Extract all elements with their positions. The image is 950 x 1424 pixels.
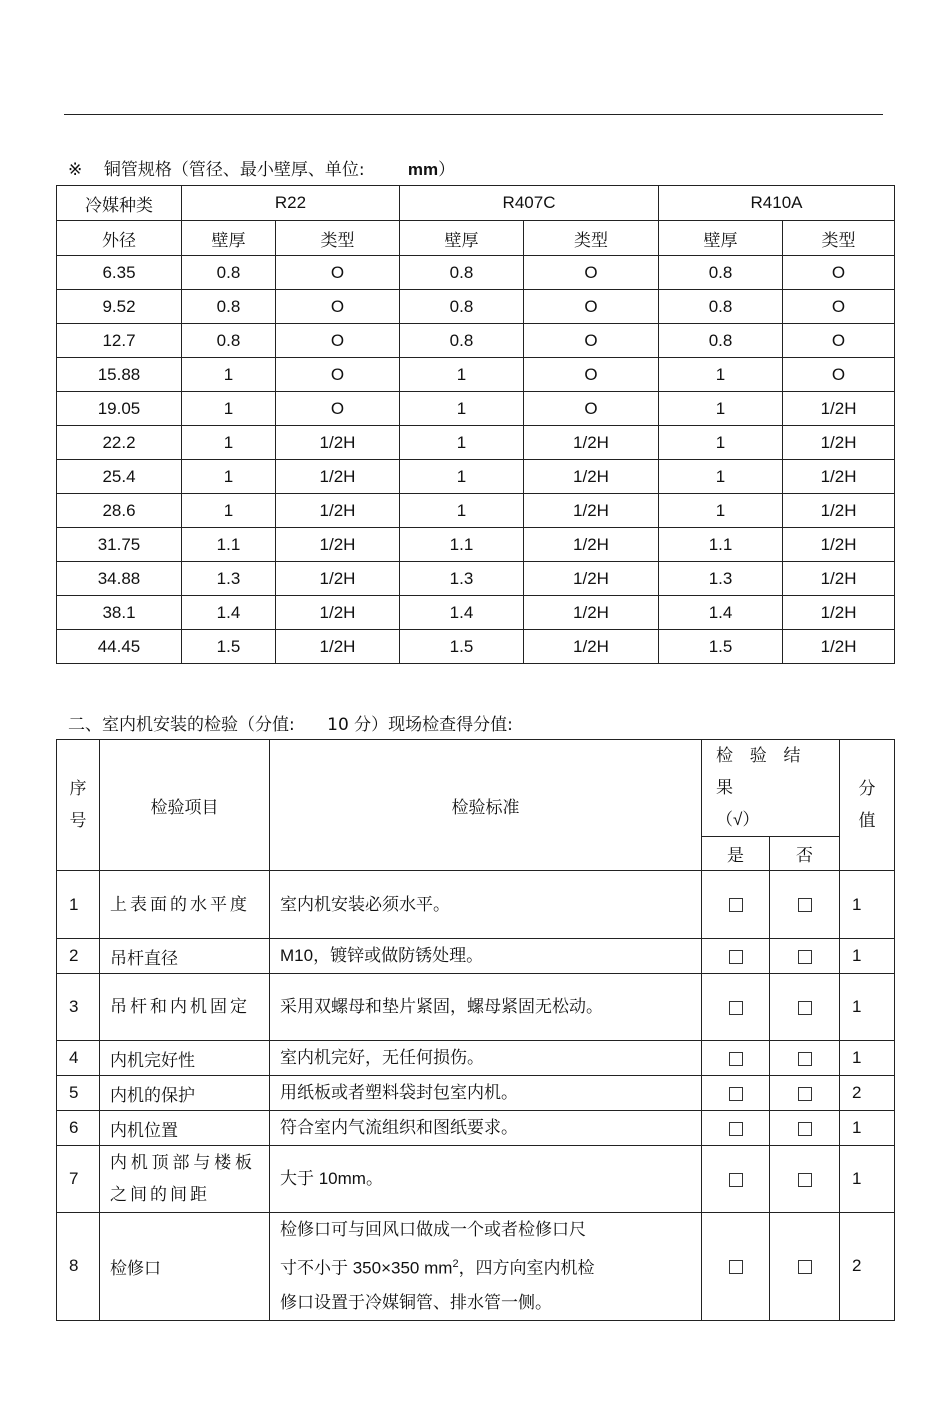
spec-row [57,562,895,596]
spec-row [57,426,895,460]
r410a-type-cell: 1/2H [783,528,895,562]
row-number: 3 [57,974,100,1041]
result-no-cell [770,1041,840,1076]
inspection-item: 检修口 [100,1213,270,1321]
r22-wall-cell: 1 [182,494,276,528]
r407c-wall-cell: 0.8 [400,256,524,290]
spec-row [57,392,895,426]
r22-type-cell: O [276,358,400,392]
inspection-table [56,739,895,1321]
r22-type-cell: 1/2H [276,596,400,630]
result-no-cell [770,939,840,974]
result-yes-cell [702,1076,770,1111]
standard-line-2-text: 寸不小于 350×350 mm [280,1258,453,1278]
r407c-type-cell: 1/2H [524,596,659,630]
yes-header: 是 [702,837,770,871]
standard-line-1: 检修口可与回风口做成一个或者检修口尺 [280,1220,586,1239]
group-header-r22: R22 [182,186,400,221]
r22-type-cell: 1/2H [276,630,400,664]
r22-type-cell: O [276,256,400,290]
r407c-wall-cell: 1 [400,460,524,494]
wall-header: 壁厚 [659,221,783,256]
copper-pipe-spec-table [56,185,895,664]
r410a-wall-cell: 0.8 [659,256,783,290]
inspection-standard: 室内机完好，无任何损伤。 [270,1041,702,1076]
r407c-type-cell: O [524,392,659,426]
r407c-wall-cell: 1 [400,358,524,392]
seq-header-a: 序 [69,779,87,798]
result-yes-checkbox[interactable] [729,898,743,912]
outer-diameter-header: 外径 [57,221,182,256]
score-value: 2 [840,1213,895,1321]
r410a-wall-cell: 0.8 [659,290,783,324]
r22-wall-cell: 1 [182,460,276,494]
outer-diameter-cell: 12.7 [57,324,182,358]
r410a-wall-cell: 0.8 [659,324,783,358]
r410a-type-cell: 1/2H [783,630,895,664]
inspection-row [57,1213,895,1321]
spec-header-row-2 [57,221,895,256]
spec-row [57,494,895,528]
result-yes-cell [702,871,770,939]
spec-row [57,630,895,664]
outer-diameter-cell: 15.88 [57,358,182,392]
score-value: 1 [840,1111,895,1146]
r407c-type-cell: 1/2H [524,630,659,664]
spec-row [57,596,895,630]
result-no-checkbox[interactable] [798,1001,812,1015]
superscript-exponent: 2 [452,1258,459,1270]
r22-wall-cell: 1.1 [182,528,276,562]
row-number: 1 [57,871,100,939]
spec-row [57,290,895,324]
r22-wall-cell: 1 [182,392,276,426]
no-header: 否 [770,837,840,871]
result-no-cell [770,1213,840,1321]
spec-heading-unit: mm [407,160,439,179]
inspection-item: 吊杆和内机固定 [100,974,270,1041]
r22-wall-cell: 1 [182,426,276,460]
refrigerant-type-header: 冷媒种类 [57,186,182,221]
r407c-wall-cell: 1.3 [400,562,524,596]
result-no-checkbox[interactable] [798,898,812,912]
spec-row [57,324,895,358]
result-yes-checkbox[interactable] [729,1052,743,1066]
r410a-wall-cell: 1 [659,460,783,494]
r410a-wall-cell: 1.1 [659,528,783,562]
result-no-cell [770,871,840,939]
r407c-type-cell: O [524,290,659,324]
r410a-wall-cell: 1.4 [659,596,783,630]
r410a-type-cell: 1/2H [783,494,895,528]
inspection-item: 吊杆直径 [100,939,270,974]
result-no-cell [770,1146,840,1213]
wall-header: 壁厚 [182,221,276,256]
outer-diameter-cell: 22.2 [57,426,182,460]
inspection-standard: 符合室内气流组织和图纸要求。 [270,1111,702,1146]
r410a-wall-cell: 1 [659,494,783,528]
r410a-type-cell: 1/2H [783,392,895,426]
r407c-wall-cell: 1 [400,494,524,528]
standard-line-2-tail: ，四方向室内机检 [458,1258,595,1278]
score-value: 1 [840,939,895,974]
r22-type-cell: O [276,392,400,426]
result-no-cell [770,974,840,1041]
inspection-standard: 采用双螺母和垫片紧固，螺母紧固无松动。 [270,974,702,1041]
spec-row [57,358,895,392]
r410a-type-cell: O [783,290,895,324]
inspection-row [57,1111,895,1146]
wall-header: 壁厚 [400,221,524,256]
result-yes-cell [702,1111,770,1146]
inspection-body [57,871,895,1321]
result-no-checkbox[interactable] [798,1260,812,1274]
spec-heading-suffix: ） [438,160,456,180]
outer-diameter-cell: 28.6 [57,494,182,528]
r407c-wall-cell: 1.5 [400,630,524,664]
inspection-row [57,1041,895,1076]
r22-wall-cell: 0.8 [182,256,276,290]
r22-type-cell: O [276,290,400,324]
standard-header: 检验标准 [270,740,702,871]
r407c-type-cell: 1/2H [524,494,659,528]
seq-header [57,740,100,871]
result-header-b: （√） [716,810,760,829]
r407c-type-cell: O [524,358,659,392]
inspection-heading: 二、室内机安装的检验（分值: 10 分）现场检查得分值: [68,715,513,735]
spec-heading-text: ※ 铜管规格（管径、最小壁厚、单位: [68,160,408,180]
outer-diameter-cell: 25.4 [57,460,182,494]
inspection-item: 内机的保护 [100,1076,270,1111]
result-yes-checkbox[interactable] [729,1122,743,1136]
score-value: 1 [840,1146,895,1213]
r22-type-cell: 1/2H [276,460,400,494]
row-number: 4 [57,1041,100,1076]
header-rule [64,114,883,115]
outer-diameter-cell: 31.75 [57,528,182,562]
group-header-r410a: R410A [659,186,895,221]
score-value: 1 [840,974,895,1041]
standard-line-3: 修口设置于冷媒铜管、排水管一侧。 [280,1292,552,1312]
r410a-type-cell: O [783,324,895,358]
result-yes-cell [702,1146,770,1213]
inspection-standard: 室内机安装必须水平。 [270,871,702,939]
outer-diameter-cell: 19.05 [57,392,182,426]
inspection-row [57,1146,895,1213]
r410a-wall-cell: 1 [659,426,783,460]
result-yes-checkbox[interactable] [729,1260,743,1274]
score-value: 2 [840,1076,895,1111]
inspection-row [57,1076,895,1111]
r407c-wall-cell: 1.4 [400,596,524,630]
r410a-type-cell: 1/2H [783,426,895,460]
inspection-item: 上表面的水平度 [100,871,270,939]
spec-header-row-1 [57,186,895,221]
inspection-standard: 用纸板或者塑料袋封包室内机。 [270,1076,702,1111]
inspection-standard: M10，镀锌或做防锈处理。 [270,939,702,974]
outer-diameter-cell: 44.45 [57,630,182,664]
outer-diameter-cell: 38.1 [57,596,182,630]
group-header-r407c: R407C [400,186,659,221]
outer-diameter-cell: 6.35 [57,256,182,290]
inspection-item: 内机完好性 [100,1041,270,1076]
inspection-header-row [57,740,895,837]
result-no-cell [770,1076,840,1111]
result-yes-cell [702,1041,770,1076]
result-no-checkbox[interactable] [798,1173,812,1187]
inspection-row [57,871,895,939]
result-header [702,740,840,837]
result-no-checkbox[interactable] [798,1122,812,1136]
result-yes-checkbox[interactable] [729,950,743,964]
score-value: 1 [840,871,895,939]
row-number: 7 [57,1146,100,1213]
r407c-type-cell: 1/2H [524,562,659,596]
r22-wall-cell: 0.8 [182,324,276,358]
result-no-cell [770,1111,840,1146]
type-header: 类型 [783,221,895,256]
r407c-type-cell: O [524,324,659,358]
inspection-standard [270,1213,702,1321]
outer-diameter-cell: 9.52 [57,290,182,324]
r22-wall-cell: 1.5 [182,630,276,664]
r407c-wall-cell: 0.8 [400,290,524,324]
r410a-wall-cell: 1 [659,392,783,426]
type-header: 类型 [276,221,400,256]
r410a-type-cell: 1/2H [783,596,895,630]
type-header: 类型 [524,221,659,256]
r22-type-cell: 1/2H [276,528,400,562]
item-header: 检验项目 [100,740,270,871]
result-header-a: 检 验 结 果 [716,746,807,797]
r22-wall-cell: 1.3 [182,562,276,596]
r410a-type-cell: O [783,256,895,290]
result-yes-cell [702,974,770,1041]
score-header-a: 分 [858,779,876,798]
spec-row [57,528,895,562]
inspection-item: 内机位置 [100,1111,270,1146]
result-no-checkbox[interactable] [798,950,812,964]
row-number: 6 [57,1111,100,1146]
r410a-type-cell: O [783,358,895,392]
r22-type-cell: 1/2H [276,426,400,460]
spec-body [57,256,895,664]
r410a-wall-cell: 1.3 [659,562,783,596]
result-no-checkbox[interactable] [798,1087,812,1101]
r22-type-cell: 1/2H [276,494,400,528]
spec-row [57,460,895,494]
r410a-wall-cell: 1 [659,358,783,392]
r407c-wall-cell: 1.1 [400,528,524,562]
r407c-wall-cell: 0.8 [400,324,524,358]
r407c-wall-cell: 1 [400,392,524,426]
score-header [840,740,895,871]
score-header-b: 值 [858,811,876,830]
result-yes-cell [702,1213,770,1321]
spec-row [57,256,895,290]
row-number: 8 [57,1213,100,1321]
seq-header-b: 号 [69,811,87,830]
row-number: 5 [57,1076,100,1111]
r410a-wall-cell: 1.5 [659,630,783,664]
result-yes-checkbox[interactable] [729,1173,743,1187]
inspection-standard: 大于 10mm。 [270,1146,702,1213]
standard-line-2 [280,1247,701,1286]
r407c-type-cell: 1/2H [524,426,659,460]
outer-diameter-cell: 34.88 [57,562,182,596]
inspection-item: 内机顶部与楼板之间的间距 [100,1146,270,1213]
r410a-type-cell: 1/2H [783,460,895,494]
spec-heading [68,155,455,180]
r410a-type-cell: 1/2H [783,562,895,596]
result-yes-checkbox[interactable] [729,1001,743,1015]
result-yes-checkbox[interactable] [729,1087,743,1101]
result-no-checkbox[interactable] [798,1052,812,1066]
r407c-type-cell: 1/2H [524,460,659,494]
inspection-row [57,939,895,974]
r22-wall-cell: 1.4 [182,596,276,630]
r407c-wall-cell: 1 [400,426,524,460]
r22-wall-cell: 1 [182,358,276,392]
r22-wall-cell: 0.8 [182,290,276,324]
r22-type-cell: 1/2H [276,562,400,596]
row-number: 2 [57,939,100,974]
score-value: 1 [840,1041,895,1076]
inspection-row [57,974,895,1041]
r22-type-cell: O [276,324,400,358]
r407c-type-cell: 1/2H [524,528,659,562]
r407c-type-cell: O [524,256,659,290]
result-yes-cell [702,939,770,974]
